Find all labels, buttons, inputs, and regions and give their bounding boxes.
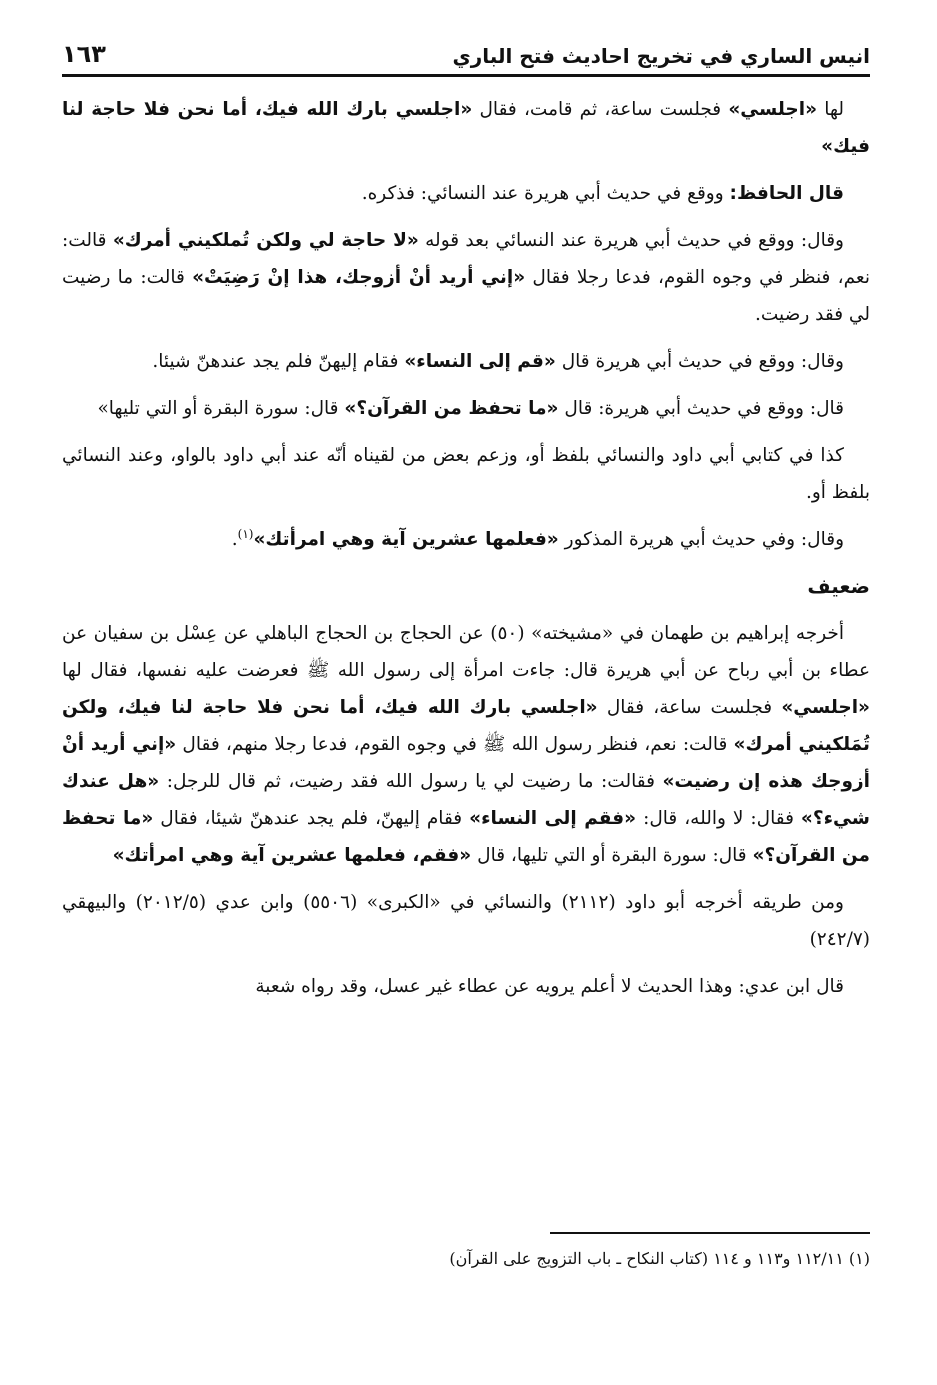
quoted-text: «اجلسي بارك الله فيك، أما نحن فلا حاجة لنا فيك، ولكن تُمَلكيني أمرك» [62, 697, 870, 755]
text-run: ووقع في حديث أبي هريرة عند النسائي: فذكره. [361, 183, 730, 204]
text-run: قالت: ما رضيت لي فقد رضيت. [62, 267, 870, 325]
text-run: وقال: ووقع في حديث أبي هريرة قال [555, 351, 844, 372]
text-run: فجلست ساعة، فقال [597, 697, 782, 718]
paragraph [62, 175, 870, 212]
quoted-text: «اجلسي» [781, 697, 870, 718]
footnote: (١) ١١٢/١١ و١١٣ و ١١٤ (كتاب النكاح ـ باب التزويج على القرآن) [449, 1249, 870, 1268]
quoted-text: «إني أريد أنْ أزوجك، هذا إنْ رَضِيَتْ» [192, 267, 526, 288]
paragraph [62, 343, 870, 380]
text-run: قال: سورة البقرة أو التي تليها» [97, 398, 345, 419]
page-number: ١٦٣ [62, 40, 106, 68]
quoted-text: «فعلمها عشرين آية وهي امرأتك» [253, 529, 559, 550]
paragraph [62, 615, 870, 874]
quoted-text: «لا حاجة لي ولكن تُملكيني أمرك» [112, 230, 419, 251]
text-run: كذا في كتابي أبي داود والنسائي بلفظ أو، وزعم بعض من لقيناه أنّه عند أبي داود بالواو، وعند النسائي بلفظ أو. [62, 445, 870, 503]
quoted-text: «فقم إلى النساء» [469, 808, 637, 829]
text-run: فقام إليهنّ، فلم يجد عندهنّ شيئا، فقال [153, 808, 470, 829]
paragraph [62, 390, 870, 427]
commentary-block [62, 91, 870, 558]
quoted-text: «اجلسي» [728, 99, 818, 120]
text-run: . [231, 529, 238, 550]
text-run: قالت: نعم، فنظر في وجوه القوم، فدعا رجلا فقال [62, 230, 870, 288]
footnote-rule [550, 1232, 870, 1234]
text-run: أخرجه إبراهيم بن طهمان في «مشيخته» (٥٠) عن الحجاج بن الحجاج الباهلي عن عِسْل بن سفيان عن عطاء بن أبي رباح عن أبي هريرة قال: جاءت امرأة إلى رسول الله ﷺ فعرضت عليه نفسها، فقال لها [62, 623, 870, 681]
document-page [62, 28, 870, 1015]
text-run: لها [817, 99, 845, 120]
section-heading: ضعيف [807, 574, 870, 598]
quoted-text: «فقم، فعلمها عشرين آية وهي امرأتك» [112, 845, 472, 866]
text-run: قالت: نعم، فنظر رسول الله ﷺ في وجوه القوم، فدعا رجلا منهم، فقال [176, 734, 734, 755]
paragraph [62, 521, 870, 558]
quoted-text: «إني أريد أنْ أزوجك هذه إن رضيت» [62, 734, 870, 792]
text-run: فقام إليهنّ فلم يجد عندهنّ شيئا. [152, 351, 405, 372]
paragraph [62, 222, 870, 333]
quoted-text: «ما تحفظ من القرآن؟» [62, 808, 870, 866]
page-header [62, 28, 870, 77]
quoted-text: قال الحافظ: [729, 183, 844, 204]
text-run: وقال: ووقع في حديث أبي هريرة عند النسائي بعد قوله [418, 230, 844, 251]
text-run: قال: ووقع في حديث أبي هريرة: قال [558, 398, 844, 419]
text-run: وقال: وفي حديث أبي هريرة المذكور [558, 529, 844, 550]
quoted-text: «اجلسي بارك الله فيك، أما نحن فلا حاجة لنا فيك» [62, 99, 870, 157]
text-run: فقال: لا والله، قال: [636, 808, 801, 829]
page-body [62, 91, 870, 1005]
text-run: فجلست ساعة، ثم قامت، فقال [472, 99, 729, 120]
takhrij-block [62, 615, 870, 1005]
paragraph [62, 437, 870, 511]
text-run: ومن طريقه أخرجه أبو داود (٢١١٢) والنسائي في «الكبرى» (٥٥٠٦) وابن عدي (٢٠١٢/٥) والبيهقي (٢٤٢/٧) [62, 892, 870, 950]
paragraph [62, 968, 870, 1005]
text-run: فقالت: ما رضيت لي يا رسول الله فقد رضيت، ثم قال للرجل: [159, 771, 663, 792]
text-run: قال ابن عدي: وهذا الحديث لا أعلم يرويه عن عطاء غير عسل، وقد رواه شعبة [255, 976, 844, 997]
text-run: قال: سورة البقرة أو التي تليها، قال [471, 845, 753, 866]
paragraph [62, 91, 870, 165]
quoted-text: «هل عندك شيء؟» [62, 771, 870, 829]
running-title: انيس الساري في تخريج احاديث فتح الباري [452, 44, 870, 68]
quoted-text: «قم إلى النساء» [404, 351, 556, 372]
quoted-text: «ما تحفظ من القرآن؟» [344, 398, 559, 419]
paragraph [62, 884, 870, 958]
footnote-ref: (١) [237, 526, 254, 541]
